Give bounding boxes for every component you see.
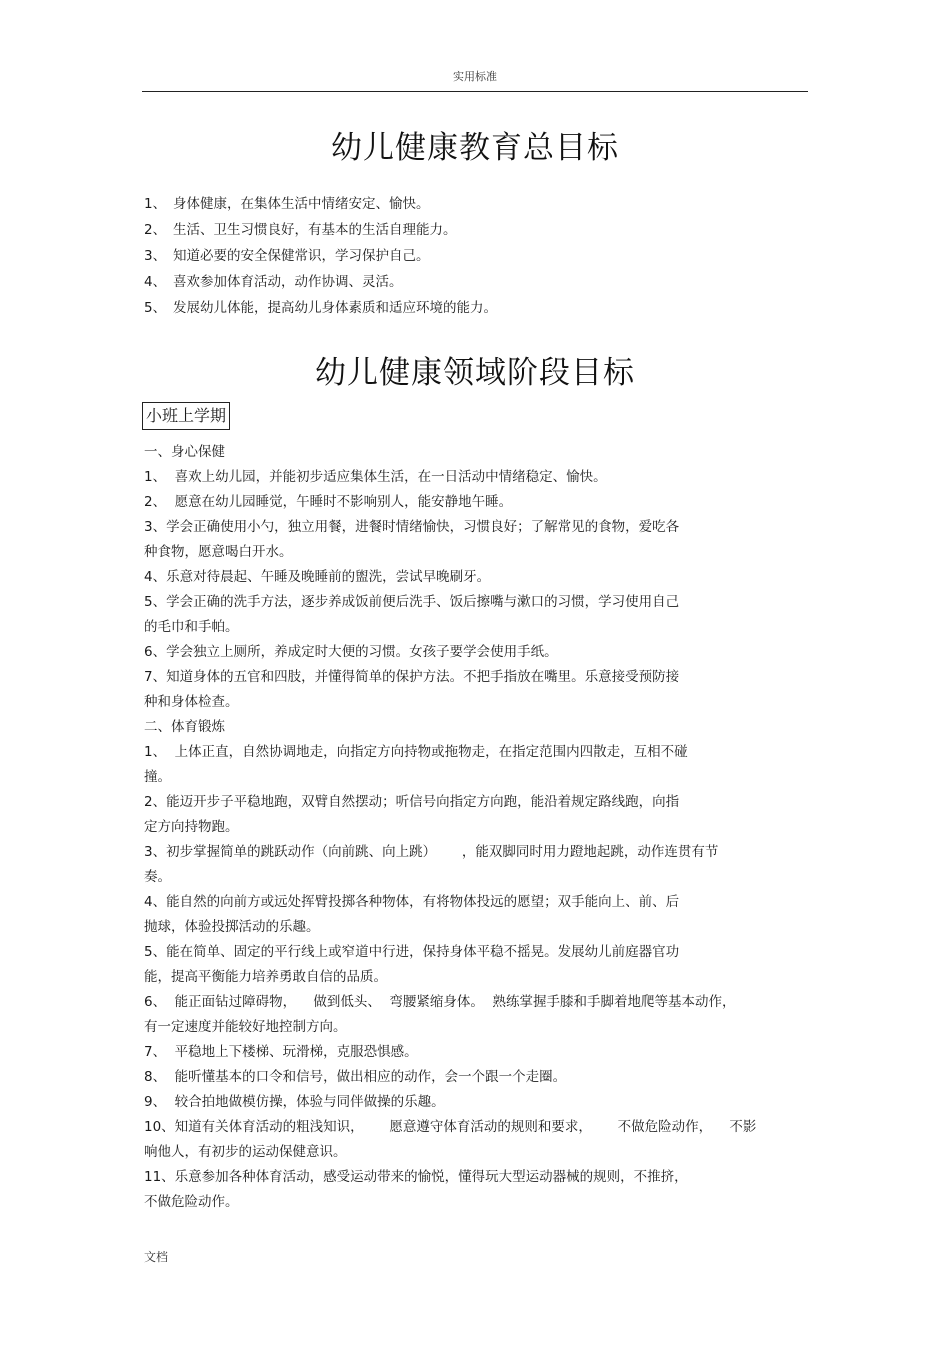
goal-number: 3、 xyxy=(144,248,167,264)
main-title: 幼儿健康教育总目标 xyxy=(331,130,619,166)
term-label-box: 小班上学期 xyxy=(142,402,230,430)
text-line: 种和身体检查。 xyxy=(144,694,239,710)
header-divider xyxy=(142,91,808,92)
text-line: 5、能在简单、固定的平行线上或窄道中行进，保持身体平稳不摇晃。发展幼儿前庭器官功 xyxy=(144,944,680,960)
goal-item xyxy=(144,194,804,220)
text-line: 2、 愿意在幼儿园睡觉，午睡时不影响别人，能安静地午睡。 xyxy=(144,494,513,510)
goal-number: 5、 xyxy=(144,300,167,316)
text-line: 7、知道身体的五官和四肢，并懂得简单的保护方法。不把手指放在嘴里。乐意接受预防接 xyxy=(144,669,680,685)
text-line: 7、 平稳地上下楼梯、玩滑梯，克服恐惧感。 xyxy=(144,1044,418,1060)
text-line: 能，提高平衡能力培养勇敢自信的品质。 xyxy=(144,969,387,985)
text-line: 种食物，愿意喝白开水。 xyxy=(144,544,293,560)
goal-item xyxy=(144,220,804,246)
text-line: 9、 较合拍地做模仿操，体验与同伴做操的乐趣。 xyxy=(144,1094,445,1110)
text-line: 定方向持物跑。 xyxy=(144,819,239,835)
goal-text: 身体健康，在集体生活中情绪安定、愉快。 xyxy=(173,196,430,212)
text-line: 3、初步掌握简单的跳跃动作（向前跳、向上跳） ，能双脚同时用力蹬地起跳，动作连贯有节 xyxy=(144,844,719,860)
goal-number: 4、 xyxy=(144,274,167,290)
text-line: 2、能迈开步子平稳地跑，双臂自然摆动；听信号向指定方向跑，能沿着规定路线跑，向指 xyxy=(144,794,680,810)
text-line: 3、学会正确使用小勺，独立用餐，进餐时情绪愉快，习惯良好；了解常见的食物，爱吃各 xyxy=(144,519,680,535)
goal-item xyxy=(144,246,804,272)
goal-text: 发展幼儿体能，提高幼儿身体素质和适应环境的能力。 xyxy=(173,300,497,316)
text-line: 奏。 xyxy=(144,869,171,885)
page-header: 实用标准 xyxy=(453,70,497,83)
text-line: 撞。 xyxy=(144,769,171,785)
text-line: 的毛巾和手帕。 xyxy=(144,619,239,635)
goal-item xyxy=(144,272,804,298)
goal-item xyxy=(144,298,804,324)
goal-text: 知道必要的安全保健常识，学习保护自己。 xyxy=(173,248,430,264)
goal-text: 生活、卫生习惯良好，有基本的生活自理能力。 xyxy=(173,222,457,238)
text-line: 抛球，体验投掷活动的乐趣。 xyxy=(144,919,320,935)
text-line: 1、 喜欢上幼儿园，并能初步适应集体生活，在一日活动中情绪稳定、愉快。 xyxy=(144,469,607,485)
overall-goals-list xyxy=(144,194,804,324)
text-line: 6、学会独立上厕所，养成定时大便的习惯。女孩子要学会使用手纸。 xyxy=(144,644,558,660)
text-line: 响他人，有初步的运动保健意识。 xyxy=(144,1144,347,1160)
text-line: 不做危险动作。 xyxy=(144,1194,239,1210)
section-title: 幼儿健康领域阶段目标 xyxy=(315,355,635,391)
text-line: 1、 上体正直，自然协调地走，向指定方向持物或拖物走，在指定范围内四散走，互相不碰 xyxy=(144,744,688,760)
text-line: 10、知道有关体育活动的粗浅知识， 愿意遵守体育活动的规则和要求， 不做危险动作， 不影 xyxy=(144,1119,757,1135)
text-line: 4、能自然的向前方或远处挥臂投掷各种物体，有将物体投远的愿望；双手能向上、前、后 xyxy=(144,894,680,910)
goal-number: 1、 xyxy=(144,196,167,212)
text-line: 11、乐意参加各种体育活动，感受运动带来的愉悦，懂得玩大型运动器械的规则，不推挤， xyxy=(144,1169,688,1185)
goal-text: 喜欢参加体育活动，动作协调、灵活。 xyxy=(173,274,403,290)
heading-physical-exercise: 二、体育锻炼 xyxy=(144,719,225,735)
heading-mental-health: 一、身心保健 xyxy=(144,444,225,460)
text-line: 5、学会正确的洗手方法，逐步养成饭前便后洗手、饭后擦嘴与漱口的习惯，学习使用自己 xyxy=(144,594,680,610)
text-line: 8、 能听懂基本的口令和信号，做出相应的动作，会一个跟一个走圈。 xyxy=(144,1069,567,1085)
page-footer: 文档 xyxy=(144,1250,169,1264)
text-line: 有一定速度并能较好地控制方向。 xyxy=(144,1019,347,1035)
text-line: 6、 能正面钻过障碍物， 做到低头、 弯腰紧缩身体。 熟练掌握手膝和手脚着地爬等基本动作， xyxy=(144,994,736,1010)
stage-goals-body xyxy=(144,442,812,1217)
goal-number: 2、 xyxy=(144,222,167,238)
text-line: 4、乐意对待晨起、午睡及晚睡前的盥洗，尝试早晚刷牙。 xyxy=(144,569,491,585)
